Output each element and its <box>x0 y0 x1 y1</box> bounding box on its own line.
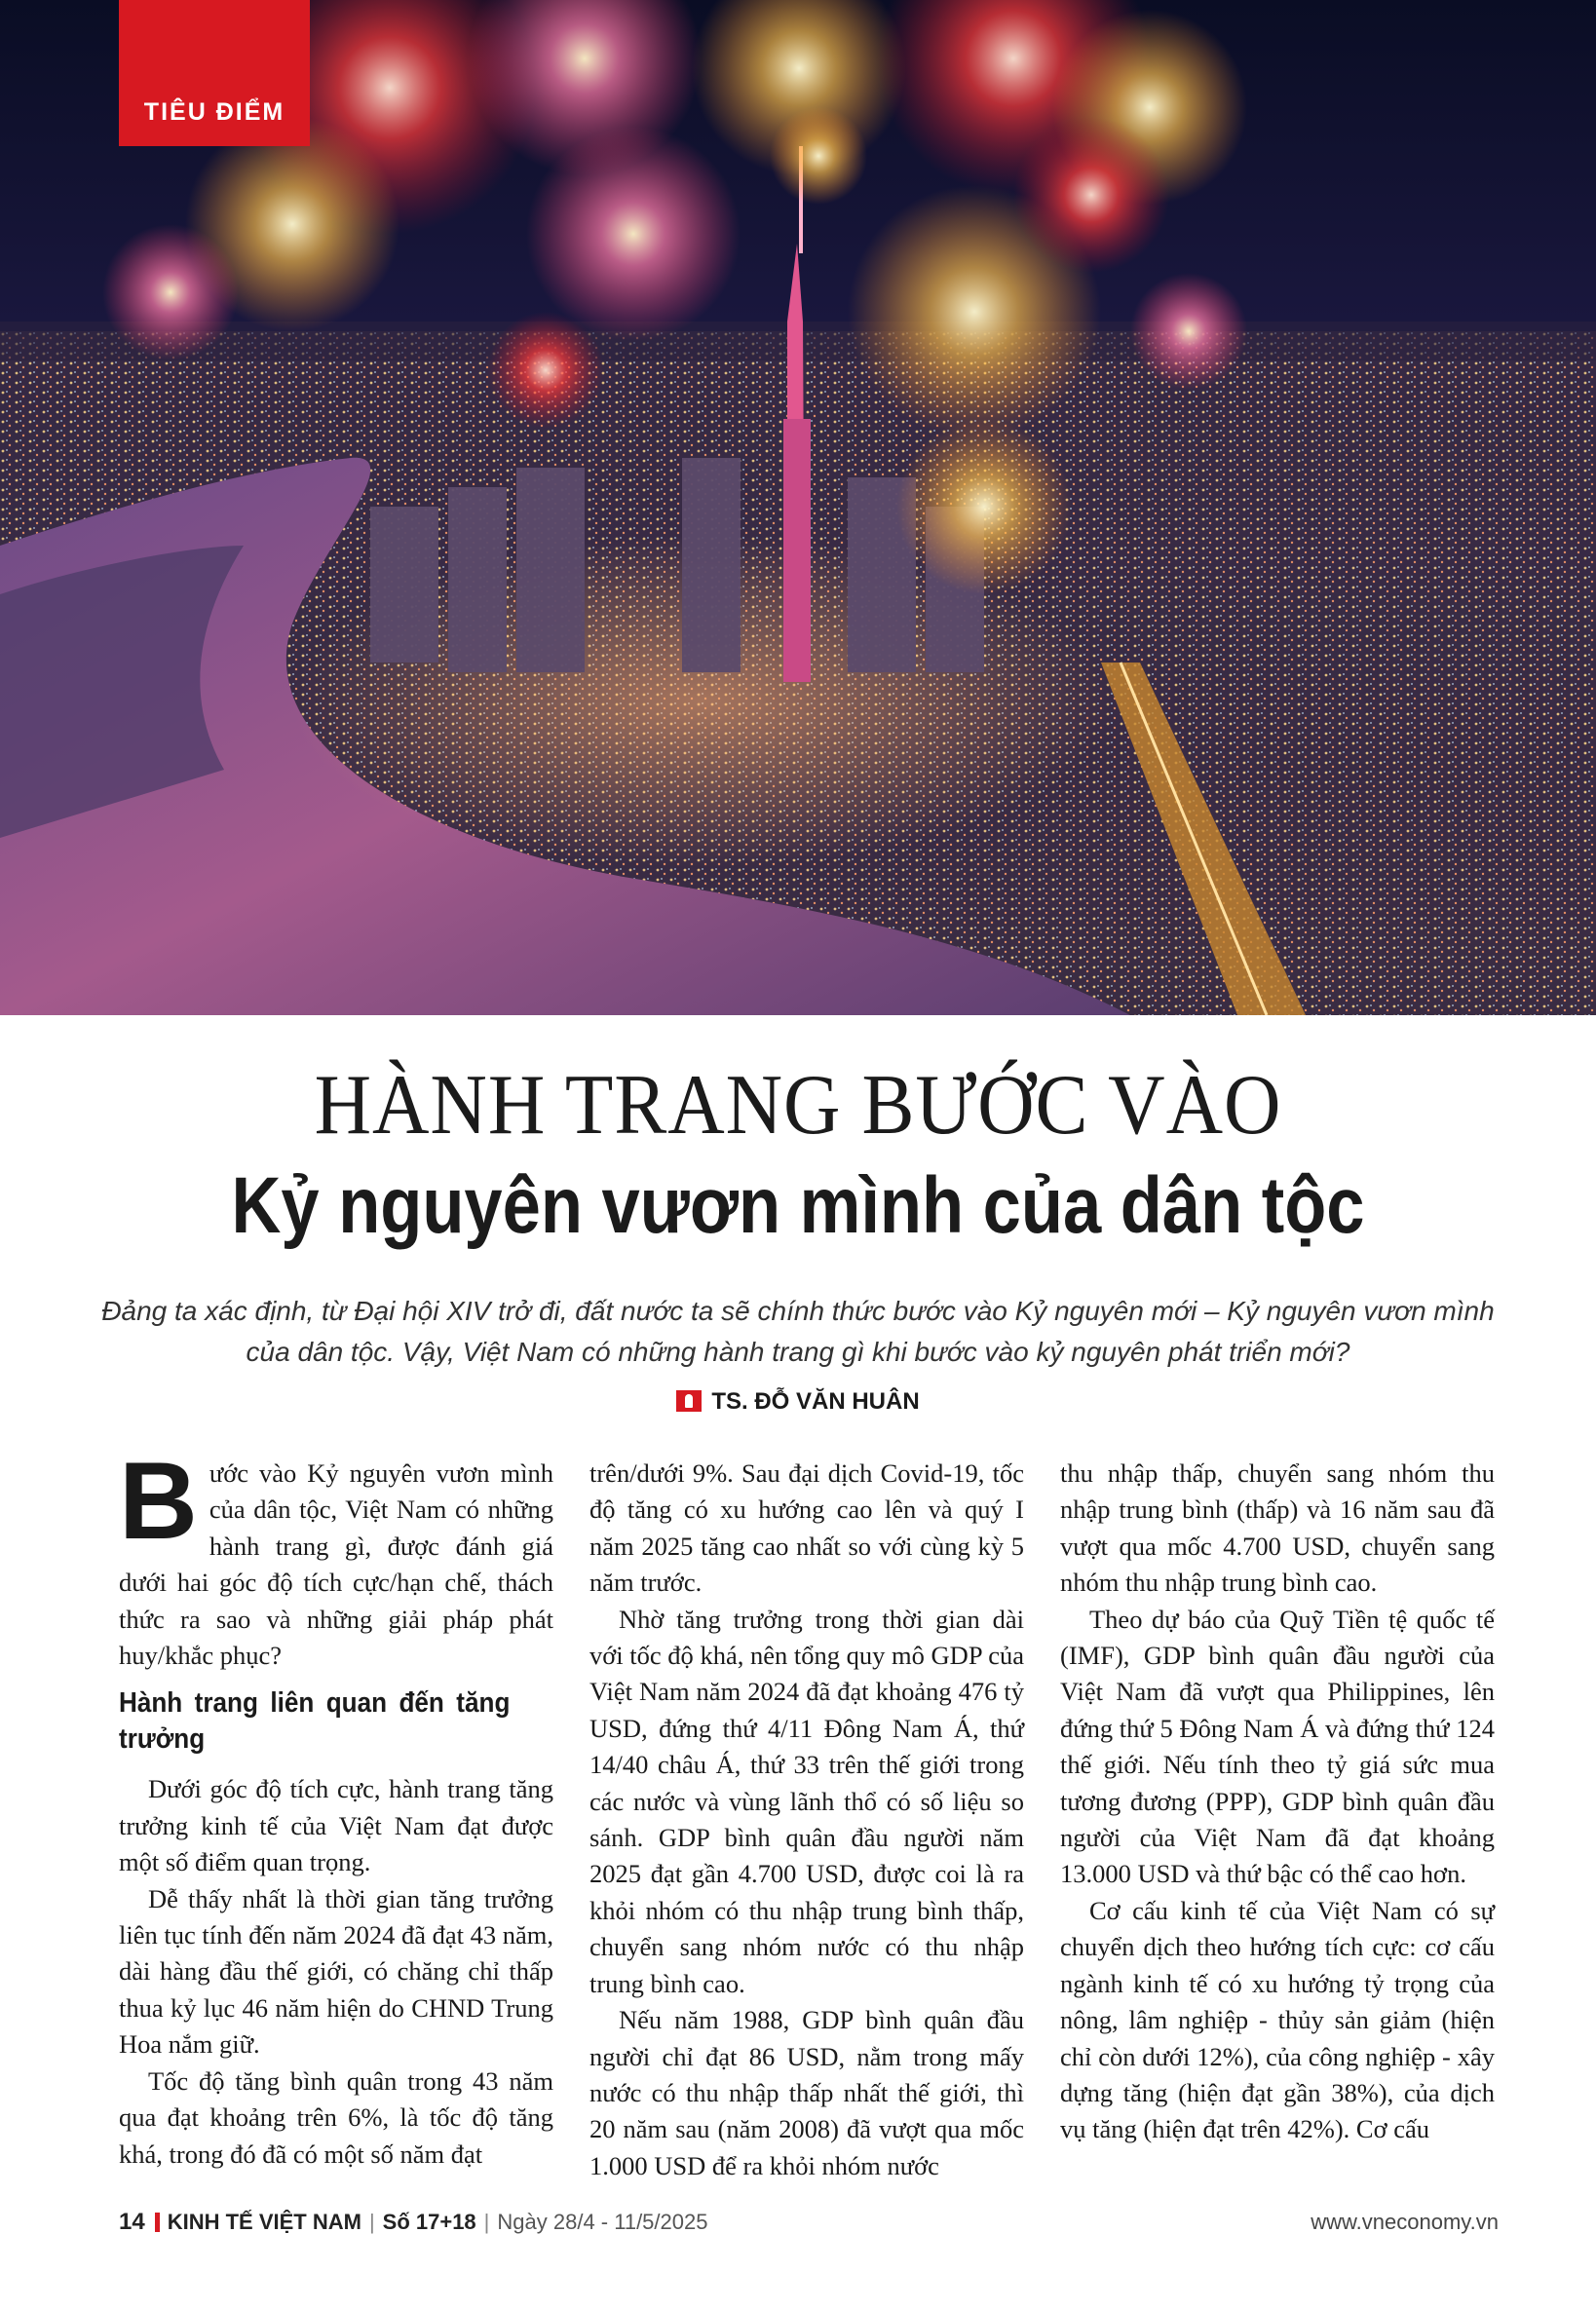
section-tag <box>119 0 310 146</box>
magazine-name: KINH TẾ VIỆT NAM <box>167 2210 361 2234</box>
website-link[interactable]: www.vneconomy.vn <box>1311 2210 1499 2234</box>
page-number: 14 <box>119 2209 145 2235</box>
article-paragraph: Cơ cấu kinh tế của Việt Nam có sự chuyển dịch theo hướng tích cực: cơ cấu ngành kinh tế có xu hướng tỷ trọng của nông, lâm nghiệp - thủy sản giảm (hiện chỉ còn dưới 12%), của công nghiệp - xây dựng tăng (hiện đạt gần 38%), của dịch vụ tăng (hiện đạt trên 42%). Cơ cấu <box>1060 1895 1495 2144</box>
article-paragraph: Dưới góc độ tích cực, hành trang tăng trưởng kinh tế của Việt Nam đạt được một số điểm quan trọng. <box>119 1774 553 1877</box>
article-paragraph: Dễ thấy nhất là thời gian tăng trưởng liên tục tính đến năm 2024 đã đạt 43 năm, dài hàng đầu thế giới, có chăng chỉ thấp thua kỷ lục 46 năm hiện do CHND Trung Hoa nắm giữ. <box>119 1883 553 2060</box>
article-paragraph: thu nhập thấp, chuyển sang nhóm thu nhập trung bình (thấp) và 16 năm sau đã vượt qua mốc 4.700 USD, chuyển sang nhóm thu nhập trung bình cao. <box>1060 1458 1495 1598</box>
author-name: TS. ĐỖ VĂN HUÂN <box>711 1388 920 1415</box>
paragraph-text: ước vào Kỷ nguyên vươn mình của dân tộc, Việt Nam có những hành trang gì, được đánh giá dưới hai góc độ tích cực/hạn chế, thách thức ra sao và những giải pháp phát huy/khắc phục? <box>119 1458 553 1671</box>
issue-date: Ngày 28/4 - 11/5/2025 <box>497 2210 708 2234</box>
footer-accent-bar <box>155 2213 160 2232</box>
headline-line-1: HÀNH TRANG BƯỚC VÀO <box>314 1058 1282 1153</box>
page-footer <box>119 2206 1499 2239</box>
article-paragraph <box>119 1440 553 1674</box>
author-pen-icon <box>676 1390 702 1412</box>
footer-separator: | <box>483 2210 490 2234</box>
lead-paragraph: Đảng ta xác định, từ Đại hội XIV trở đi, đất nước ta sẽ chính thức bước vào Kỷ nguyên mới – Kỷ nguyên vươn mình của dân tộc. Vậy, Việt Nam có những hành trang gì khi bước vào kỷ nguyên phát triển mới? <box>101 1296 1495 1367</box>
article-paragraph: Theo dự báo của Quỹ Tiền tệ quốc tế (IMF), GDP bình quân đầu người của Việt Nam đã vượt qua Philippines, lên đứng thứ 5 Đông Nam Á và đứng thứ 124 thế giới. Nếu tính theo tỷ giá sức mua tương đương (PPP), GDP bình quân đầu người của Việt Nam đã đạt khoảng 13.000 USD và thứ bậc có thể cao hơn. <box>1060 1604 1495 1889</box>
hero-photo <box>0 0 1596 1015</box>
section-subheading: Hành trang liên quan đến tăng trưởng <box>119 1687 511 1756</box>
issue-number: Số 17+18 <box>382 2210 476 2234</box>
article-paragraph: trên/dưới 9%. Sau đại dịch Covid-19, tốc độ tăng có xu hướng cao lên và quý I năm 2025 tăng cao nhất so với cùng kỳ 5 năm trước. <box>589 1458 1024 1598</box>
fireworks-skyline-image <box>0 0 1596 1015</box>
headline-line-2: Kỷ nguyên vươn mình của dân tộc <box>231 1161 1365 1250</box>
drop-cap: B <box>119 1440 198 1562</box>
article-paragraph: Tốc độ tăng bình quân trong 43 năm qua đạt khoảng trên 6%, là tốc độ tăng khá, trong đó đã có một số năm đạt <box>119 2065 553 2169</box>
article-column-3 <box>1060 1456 1495 2148</box>
section-tag-label: TIÊU ĐIỂM <box>143 98 285 126</box>
footer-separator: | <box>368 2210 375 2234</box>
article-paragraph: Nếu năm 1988, GDP bình quân đầu người chỉ đạt 86 USD, nằm trong mấy nước có thu nhập thấp nhất thế giới, thì 20 năm sau (năm 2008) đã vượt qua mốc 1.000 USD để ra khỏi nhóm nước <box>589 2005 1024 2180</box>
article-paragraph: Nhờ tăng trưởng trong thời gian dài với tốc độ khá, nên tổng quy mô GDP của Việt Nam năm 2024 đã đạt khoảng 476 tỷ USD, đứng thứ 4/11 Đông Nam Á, thứ 14/40 châu Á, thứ 33 trên thế giới trong các nước và vùng lãnh thổ có số liệu so sánh. GDP bình quân đầu người năm 2025 đạt gần 4.700 USD, được coi là ra khỏi nhóm có thu nhập trung bình thấp, chuyển sang nhóm nước có thu nhập trung bình cao. <box>589 1604 1024 1998</box>
article-column-2 <box>589 1456 1024 2184</box>
author-byline <box>0 1385 1596 1419</box>
article-column-1 <box>119 1440 553 2173</box>
